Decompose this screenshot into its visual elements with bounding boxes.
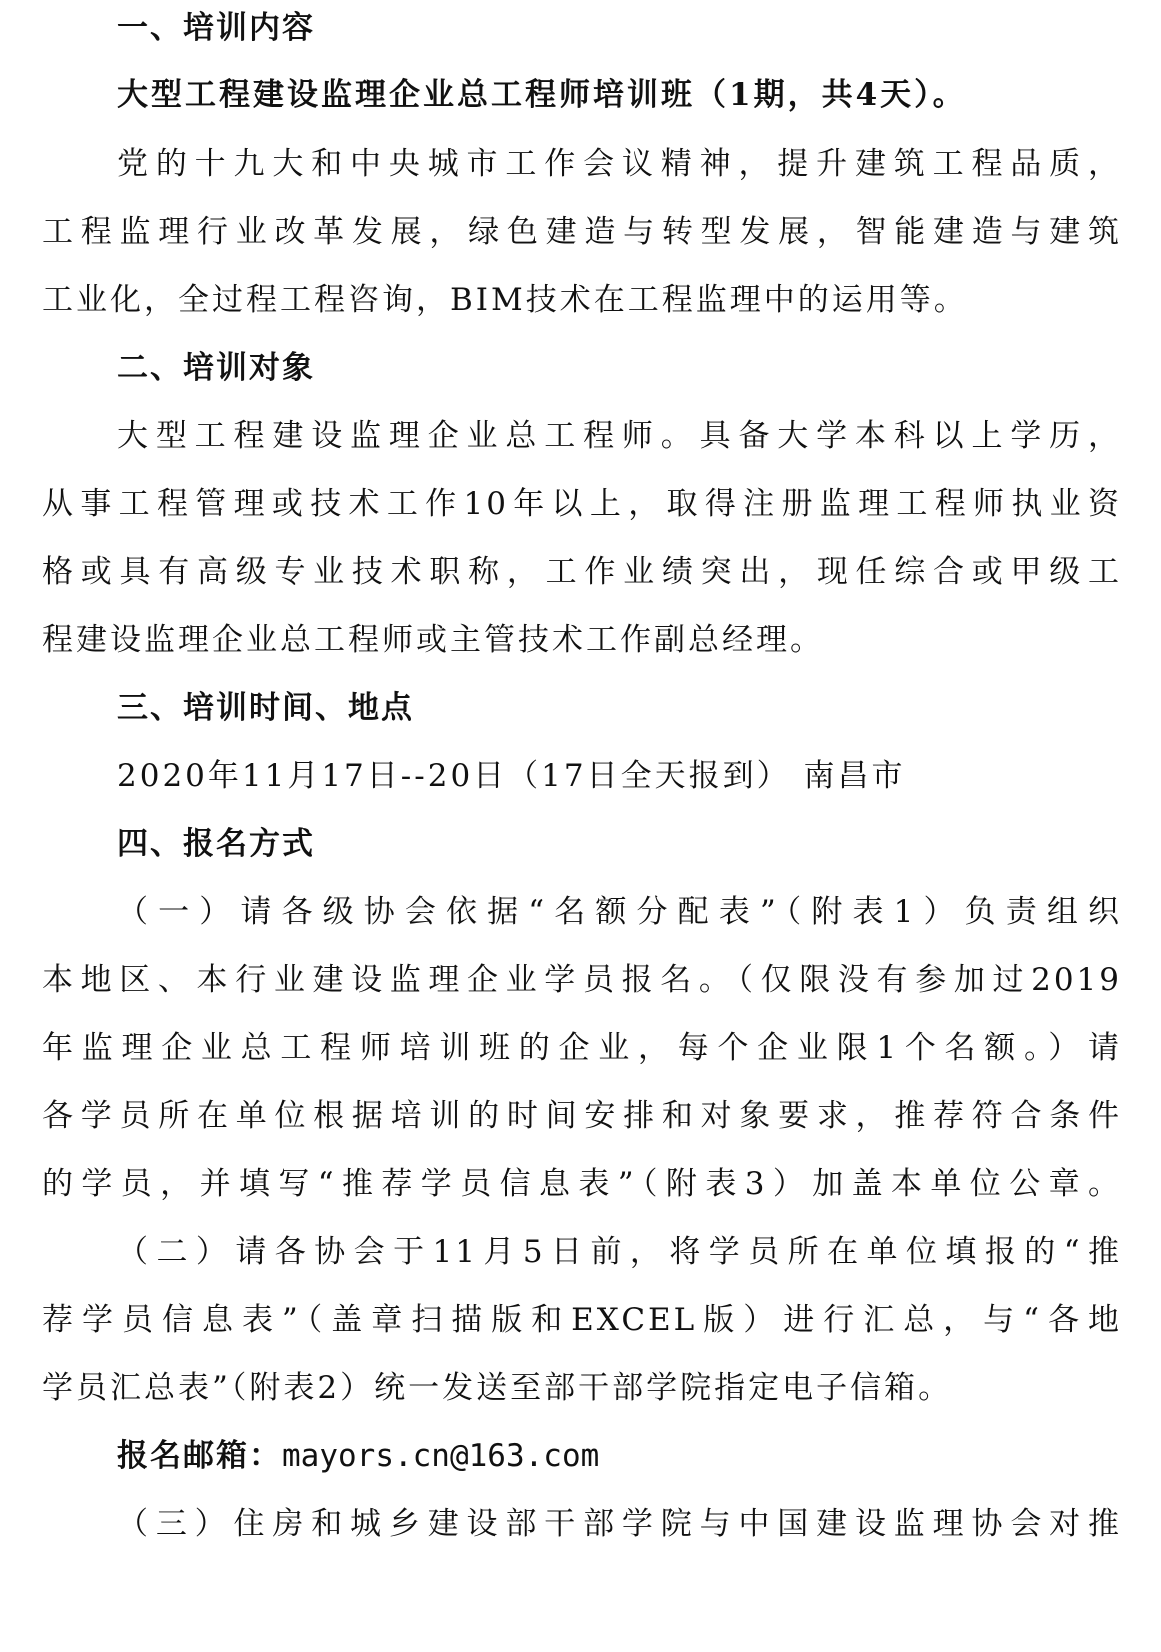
section-heading-training-target: 二、培训对象 [117, 350, 315, 386]
paragraph-line: （一）请各级协会依据“名额分配表”（附表1）负责组织 [117, 894, 1122, 930]
paragraph-line: 党的十九大和中央城市工作会议精神，提升建筑工程品质， [117, 146, 1122, 182]
paragraph-line: 荐学员信息表”（盖章扫描版和EXCEL版）进行汇总，与“各地 [42, 1302, 1122, 1338]
paragraph-line: 大型工程建设监理企业总工程师。具备大学本科以上学历， [117, 418, 1122, 454]
paragraph-line: 本地区、本行业建设监理企业学员报名。（仅限没有参加过2019 [42, 962, 1122, 998]
paragraph-line: 学员汇总表”（附表2）统一发送至部干部学院指定电子信箱。 [42, 1370, 953, 1406]
paragraph-line: 各学员所在单位根据培训的时间安排和对象要求，推荐符合条件 [42, 1098, 1122, 1134]
email-label: 报名邮箱： [117, 1438, 282, 1474]
paragraph-line: 程建设监理企业总工程师或主管技术工作副总经理。 [42, 622, 824, 658]
registration-email-line [117, 1428, 1122, 1484]
paragraph-line: 的学员，并填写“推荐学员信息表”（附表3）加盖本单位公章。 [42, 1166, 1122, 1202]
paragraph-line: 格或具有高级专业技术职称，工作业绩突出，现任综合或甲级工 [42, 554, 1122, 590]
paragraph-line: 年监理企业总工程师培训班的企业，每个企业限1个名额。）请 [42, 1030, 1122, 1066]
section-heading-registration: 四、报名方式 [117, 826, 315, 862]
paragraph-line: 工程监理行业改革发展，绿色建造与转型发展，智能建造与建筑 [42, 214, 1122, 250]
paragraph-line: （三）住房和城乡建设部干部学院与中国建设监理协会对推 [117, 1506, 1122, 1542]
email-address: mayors.cn@163.com [282, 1438, 600, 1474]
course-title: 大型工程建设监理企业总工程师培训班（1期，共4天）。 [117, 77, 967, 113]
section-heading-time-place: 三、培训时间、地点 [117, 690, 414, 726]
section-heading-training-content: 一、培训内容 [117, 10, 315, 46]
paragraph-line: （二）请各协会于11月5日前，将学员所在单位填报的“推 [117, 1234, 1122, 1270]
paragraph-line: 工业化，全过程工程咨询，BIM技术在工程监理中的运用等。 [42, 282, 968, 318]
paragraph-line: 2020年11月17日--20日（17日全天报到） 南昌市 [117, 758, 906, 794]
paragraph-line: 从事工程管理或技术工作10年以上，取得注册监理工程师执业资 [42, 486, 1122, 522]
